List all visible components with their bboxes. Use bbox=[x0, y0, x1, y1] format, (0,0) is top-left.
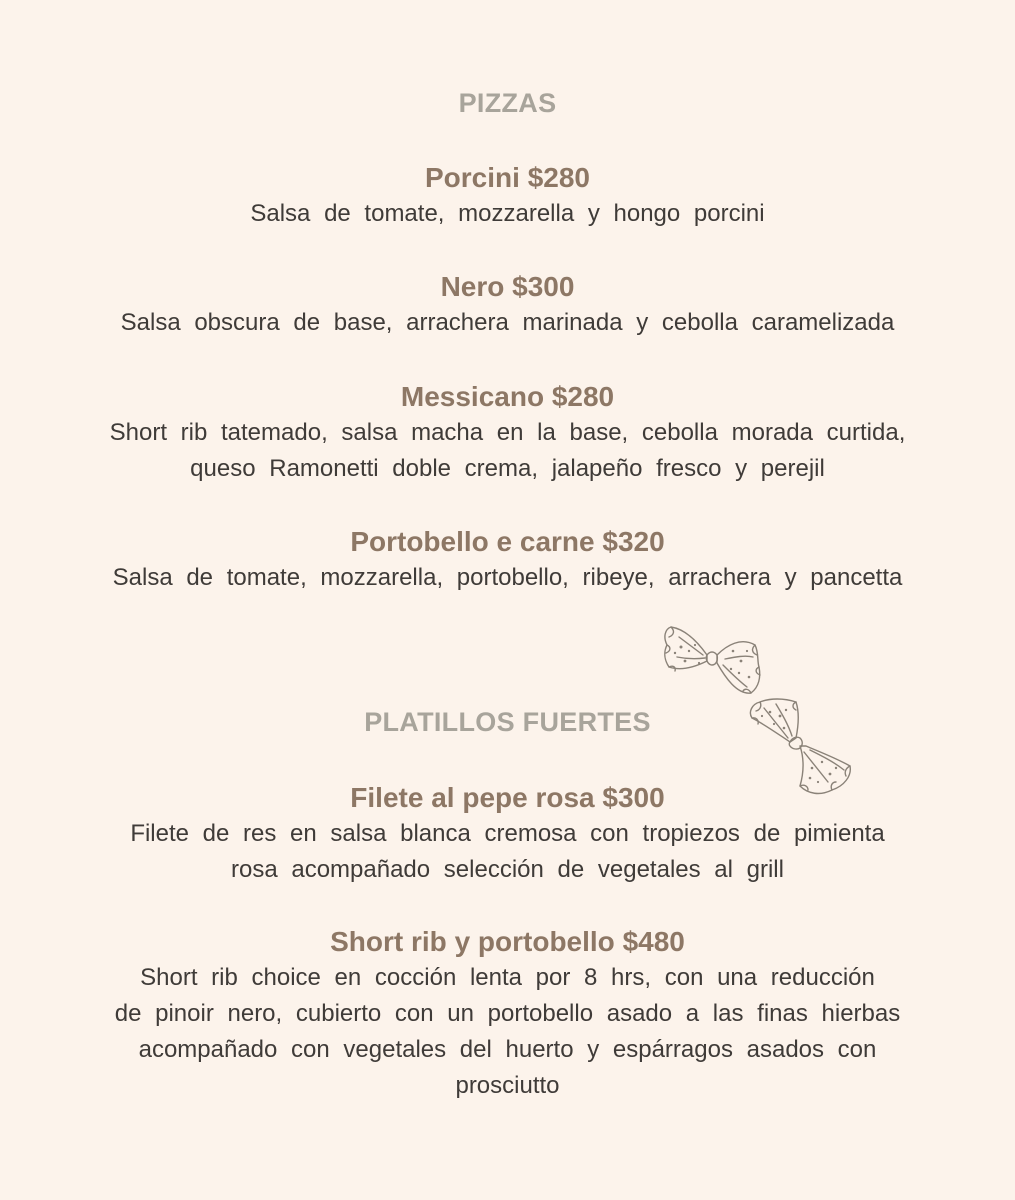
description-line: de pinoir nero, cubierto con un portobello asado a las finas hierbas bbox=[114, 1000, 901, 1027]
section-title-platillos-fuertes: PLATILLOS FUERTES bbox=[364, 707, 651, 737]
description-line: Short rib choice en cocción lenta por 8 hrs, con una reducción bbox=[140, 964, 875, 991]
item-description bbox=[0, 196, 1015, 232]
menu-item-nero bbox=[0, 269, 1015, 341]
item-description bbox=[0, 415, 1015, 487]
description-line: Salsa de tomate, mozzarella, portobello, ribeye, arrachera y pancetta bbox=[112, 564, 903, 591]
menu-item-short-rib-y-portobello bbox=[0, 924, 1015, 1104]
menu-item-porcini bbox=[0, 160, 1015, 232]
description-line: rosa acompañado selección de vegetales al grill bbox=[231, 856, 784, 883]
menu-item-filete-al-pepe-rosa bbox=[0, 780, 1015, 888]
section-title-pizzas: PIZZAS bbox=[458, 88, 557, 118]
item-description bbox=[0, 816, 1015, 888]
item-name: Messicano $280 bbox=[400, 381, 615, 412]
description-line: Salsa obscura de base, arrachera marinada y cebolla caramelizada bbox=[120, 309, 895, 336]
item-name: Porcini $280 bbox=[425, 162, 590, 193]
description-line: acompañado con vegetales del huerto y espárragos asados con bbox=[138, 1036, 877, 1063]
farfalle-pasta-icon bbox=[655, 615, 770, 703]
item-name: Filete al pepe rosa $300 bbox=[350, 782, 665, 813]
item-description bbox=[0, 305, 1015, 341]
description-line: Short rib tatemado, salsa macha en la base, cebolla morada curtida, bbox=[109, 419, 906, 446]
item-description bbox=[0, 960, 1015, 1104]
item-name: Short rib y portobello $480 bbox=[330, 926, 685, 957]
menu-item-portobello-e-carne bbox=[0, 524, 1015, 596]
item-description bbox=[0, 560, 1015, 596]
item-name: Portobello e carne $320 bbox=[350, 526, 665, 557]
item-name: Nero $300 bbox=[440, 271, 575, 302]
description-line: prosciutto bbox=[455, 1072, 560, 1099]
description-line: Filete de res en salsa blanca cremosa con tropiezos de pimienta bbox=[130, 820, 885, 847]
menu-item-messicano bbox=[0, 379, 1015, 487]
description-line: queso Ramonetti doble crema, jalapeño fresco y perejil bbox=[190, 455, 825, 482]
description-line: Salsa de tomate, mozzarella y hongo porcini bbox=[250, 200, 765, 227]
